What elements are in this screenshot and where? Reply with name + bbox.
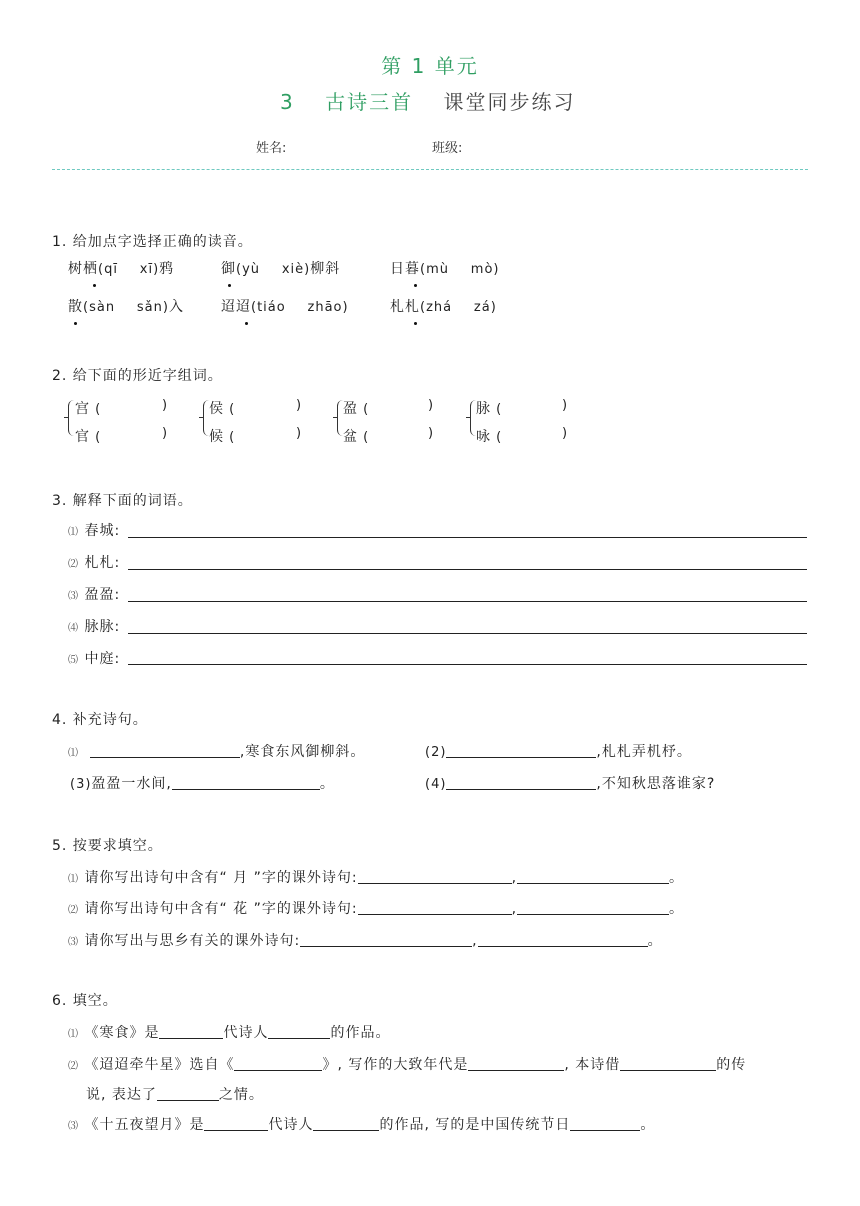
q5-item-3: ⑶ 请你写出与思乡有关的课外诗句: , 。: [68, 933, 663, 949]
q1-item-2-a: yù: [242, 262, 261, 277]
q4-item-3: (3)盈盈一水间, 。: [70, 776, 335, 792]
emphasis-dot: [74, 322, 77, 325]
paren-close: ): [428, 398, 435, 413]
fill-blank[interactable]: [468, 1056, 564, 1071]
q1-item-2-tail: 柳斜: [310, 261, 341, 277]
lesson-number: 3: [280, 90, 295, 114]
q3-item-2: ⑵ 札札:: [68, 555, 121, 571]
class-label: 班级:: [432, 141, 463, 156]
fill-blank[interactable]: [517, 869, 669, 884]
paren-close: ): [562, 426, 569, 441]
fill-blank[interactable]: [446, 775, 596, 790]
q1-item-3-head: 日暮: [390, 261, 420, 277]
q4-title: 4. 补充诗句。: [52, 712, 148, 728]
unit-title: 第 1 单元: [381, 54, 479, 78]
q1-item-4-head: 散: [68, 299, 83, 315]
q3-title: 3. 解释下面的词语。: [52, 493, 193, 509]
q3-item-1: ⑴ 春城:: [68, 523, 121, 539]
fill-blank[interactable]: [620, 1056, 716, 1071]
q4-item-4: (4) ,不知秋思落谁家?: [425, 776, 716, 792]
emphasis-dot: [228, 284, 231, 287]
q6-title: 6. 填空。: [52, 993, 118, 1009]
q1-item-4-tail: 入: [168, 299, 184, 315]
q2-word-1a: 宫 (: [75, 401, 102, 417]
q1-item-5-head: 迢迢: [221, 299, 251, 315]
fill-blank[interactable]: [313, 1116, 379, 1131]
q1-item-1-a: qī: [104, 262, 118, 277]
q1-item-2: 御(yù xiè)柳斜: [221, 261, 341, 277]
q2-word-4b: 咏 (: [476, 429, 503, 445]
paren-close: ): [428, 426, 435, 441]
q2-title: 2. 给下面的形近字组词。: [52, 368, 223, 384]
q5-item-1: ⑴ 请你写出诗句中含有“ 月 ”字的课外诗句: , 。: [68, 870, 685, 886]
fill-blank[interactable]: [157, 1086, 219, 1101]
answer-line[interactable]: [128, 664, 807, 665]
q1-item-4: 散(sàn sǎn)入: [68, 299, 184, 315]
lesson-name: 古诗三首: [325, 90, 414, 114]
q3-item-4: ⑷ 脉脉:: [68, 619, 121, 635]
fill-blank[interactable]: [446, 743, 596, 758]
q1-item-6: 札札(zhá zá): [390, 299, 497, 315]
q1-item-6-b: zá: [473, 300, 491, 315]
q1-title: 1. 给加点字选择正确的读音。: [52, 234, 253, 250]
fill-blank[interactable]: [517, 900, 669, 915]
answer-line[interactable]: [128, 633, 807, 634]
q1-item-2-head: 御: [221, 261, 236, 277]
fill-blank[interactable]: [234, 1056, 322, 1071]
q1-item-5-b: zhāo: [307, 300, 343, 315]
q2-word-2b: 候 (: [209, 429, 236, 445]
q1-item-5: 迢迢(tiáo zhāo): [221, 299, 349, 315]
fill-blank[interactable]: [358, 869, 512, 884]
q6-item-3: ⑶ 《十五夜望月》是 代诗人 的作品, 写的是中国传统节日 。: [68, 1117, 656, 1133]
q1-item-3: 日暮(mù mò): [390, 261, 500, 277]
q1-item-1-head: 树栖: [68, 261, 98, 277]
q1-item-6-a: zhá: [426, 300, 453, 315]
q3-item-5: ⑸ 中庭:: [68, 651, 121, 667]
q1-item-5-a: tiáo: [257, 300, 286, 315]
paren-close: ): [562, 398, 569, 413]
fill-blank[interactable]: [159, 1024, 223, 1039]
lesson-title: [280, 86, 575, 115]
emphasis-dot: [93, 284, 96, 287]
header-divider: [52, 169, 808, 170]
brace-icon: [68, 400, 74, 436]
emphasis-dot: [414, 284, 417, 287]
answer-line[interactable]: [128, 569, 807, 570]
q6-item-1: ⑴ 《寒食》是 代诗人 的作品。: [68, 1025, 391, 1041]
q4-item-2: (2) ,札札弄机杼。: [425, 744, 692, 760]
fill-blank[interactable]: [268, 1024, 330, 1039]
paren-close: ): [162, 426, 169, 441]
q2-word-3a: 盈 (: [343, 401, 370, 417]
answer-line[interactable]: [128, 601, 807, 602]
name-label: 姓名:: [256, 141, 287, 156]
q1-item-4-a: sàn: [89, 300, 116, 315]
q3-item-3: ⑶ 盈盈:: [68, 587, 121, 603]
lesson-subtitle: 课堂同步练习: [443, 90, 576, 114]
emphasis-dot: [245, 322, 248, 325]
emphasis-dot: [414, 322, 417, 325]
q5-item-2: ⑵ 请你写出诗句中含有“ 花 ”字的课外诗句: , 。: [68, 901, 685, 917]
fill-blank[interactable]: [90, 743, 240, 758]
q2-word-2a: 侯 (: [209, 401, 236, 417]
q4-item-1: ⑴ ,寒食东风御柳斜。: [68, 744, 366, 760]
fill-blank[interactable]: [358, 900, 512, 915]
q1-item-2-b: xiè: [281, 262, 305, 277]
q2-word-1b: 官 (: [75, 429, 102, 445]
fill-blank[interactable]: [570, 1116, 640, 1131]
q6-item-2: ⑵ 《迢迢牵牛星》选自《 》, 写作的大致年代是 , 本诗借 的传: [68, 1057, 747, 1073]
fill-blank[interactable]: [204, 1116, 268, 1131]
q1-item-3-a: mù: [426, 262, 449, 277]
q2-word-4a: 脉 (: [476, 401, 503, 417]
q1-item-1-tail: 鸦: [159, 261, 175, 277]
q5-title: 5. 按要求填空。: [52, 838, 163, 854]
q1-item-3-b: mò: [470, 262, 494, 277]
fill-blank[interactable]: [300, 932, 472, 947]
q1-item-1: 树栖(qī xī)鸦: [68, 261, 175, 277]
fill-blank[interactable]: [478, 932, 648, 947]
q1-item-1-b: xī: [139, 262, 154, 277]
q6-item-2-cont: 说, 表达了 之情。: [86, 1087, 264, 1103]
fill-blank[interactable]: [172, 775, 320, 790]
q1-item-4-b: sǎn: [136, 300, 163, 315]
answer-line[interactable]: [128, 537, 807, 538]
paren-close: ): [296, 398, 303, 413]
q1-item-6-head: 札札: [390, 299, 420, 315]
paren-close: ): [162, 398, 169, 413]
paren-close: ): [296, 426, 303, 441]
q2-word-3b: 盆 (: [343, 429, 370, 445]
